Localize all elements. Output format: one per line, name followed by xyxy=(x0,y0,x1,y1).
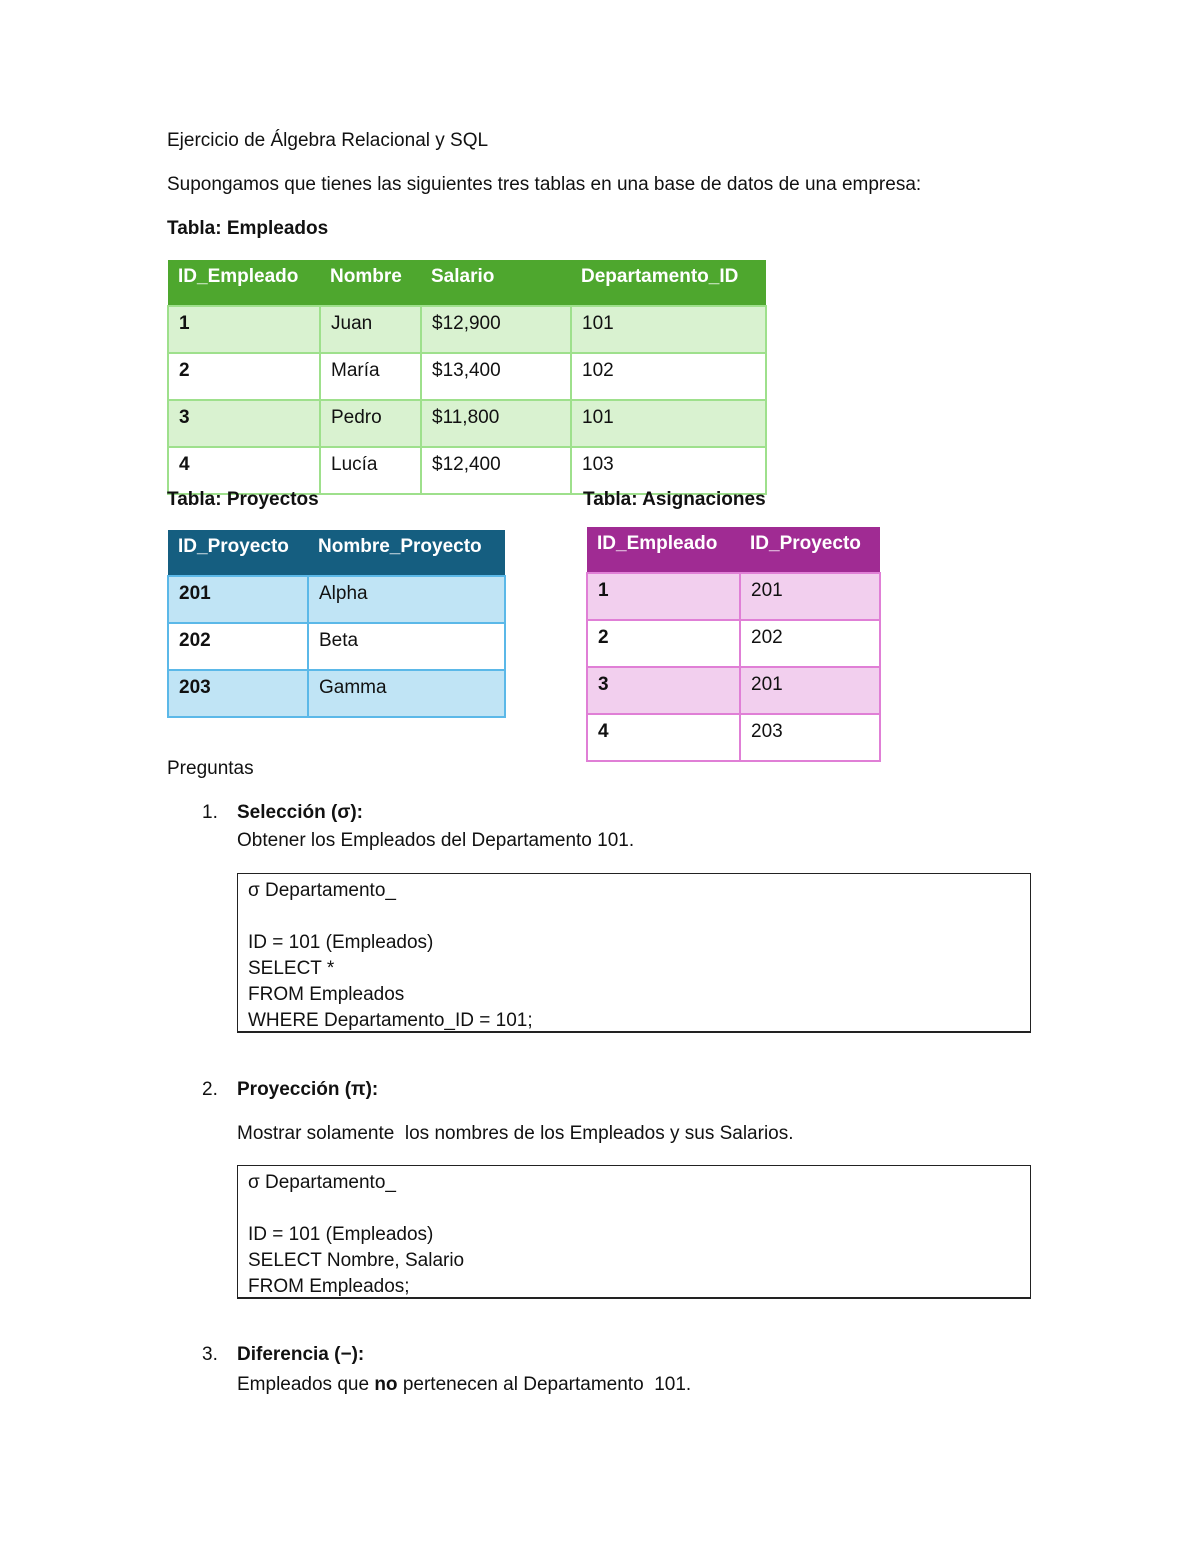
empleados-caption: Tabla: Empleados xyxy=(167,218,329,239)
proyectos-caption: Tabla: Proyectos xyxy=(167,489,319,510)
code-line: WHERE Departamento_ID = 101; xyxy=(248,1010,533,1031)
table-cell: 4 xyxy=(168,447,320,494)
table-cell: Gamma xyxy=(308,670,505,717)
table-cell: 2 xyxy=(587,620,740,667)
table-row xyxy=(168,400,766,447)
code-line: ID = 101 (Empleados) xyxy=(248,932,434,953)
table-cell: Lucía xyxy=(320,447,421,494)
table-cell: 2 xyxy=(168,353,320,400)
header-cell: Salario xyxy=(421,260,571,306)
preguntas-heading: Preguntas xyxy=(167,758,254,779)
table-cell: 103 xyxy=(571,447,766,494)
empleados-table xyxy=(167,260,767,495)
table-row xyxy=(168,306,766,353)
table-cell: 203 xyxy=(740,714,880,761)
table-header-row xyxy=(168,260,766,306)
code-box xyxy=(237,1165,1031,1299)
table-cell: $12,900 xyxy=(421,306,571,353)
table-row xyxy=(587,573,880,620)
question-text xyxy=(237,1374,691,1396)
header-cell: ID_Empleado xyxy=(587,527,740,573)
table-cell: 101 xyxy=(571,306,766,353)
intro-text: Supongamos que tienes las siguientes tres tablas en una base de datos de una empresa: xyxy=(167,174,922,195)
table-cell: $13,400 xyxy=(421,353,571,400)
question-title: Selección (σ): xyxy=(237,802,363,823)
question-text: Obtener los Empleados del Departamento 101. xyxy=(237,830,635,851)
table-cell: 201 xyxy=(740,573,880,620)
table-row xyxy=(587,714,880,761)
asignaciones-caption: Tabla: Asignaciones xyxy=(583,489,766,510)
question-number: 1. xyxy=(202,802,218,823)
code-box xyxy=(237,873,1031,1033)
question-text: Mostrar solamente los nombres de los Empleados y sus Salarios. xyxy=(237,1123,794,1144)
header-cell: Departamento_ID xyxy=(571,260,766,306)
table-cell: 3 xyxy=(587,667,740,714)
code-line xyxy=(248,1196,1020,1222)
table-cell: $12,400 xyxy=(421,447,571,494)
question-number: 2. xyxy=(202,1079,218,1100)
code-line: σ Departamento_ xyxy=(248,880,396,901)
code-line: ID = 101 (Empleados) xyxy=(248,1224,434,1245)
table-row xyxy=(587,667,880,714)
code-line xyxy=(248,904,1020,930)
table-cell: María xyxy=(320,353,421,400)
text-part: pertenecen al Departamento 101. xyxy=(397,1374,692,1395)
table-row xyxy=(587,620,880,667)
code-line: SELECT * xyxy=(248,958,335,979)
header-cell: Nombre xyxy=(320,260,421,306)
table-cell: 3 xyxy=(168,400,320,447)
table-cell: Beta xyxy=(308,623,505,670)
code-line: FROM Empleados; xyxy=(248,1276,410,1297)
code-line: FROM Empleados xyxy=(248,984,405,1005)
table-header-row xyxy=(587,527,880,573)
table-cell: Juan xyxy=(320,306,421,353)
table-row xyxy=(168,353,766,400)
asignaciones-table xyxy=(586,527,881,762)
table-cell: 1 xyxy=(587,573,740,620)
text-part: Empleados que xyxy=(237,1374,375,1395)
table-cell: 203 xyxy=(168,670,308,717)
header-cell: Nombre_Proyecto xyxy=(308,530,505,576)
question-title: Diferencia (−): xyxy=(237,1344,365,1365)
text-bold: no xyxy=(374,1374,398,1395)
table-cell: 201 xyxy=(740,667,880,714)
table-cell: Alpha xyxy=(308,576,505,623)
table-cell: 101 xyxy=(571,400,766,447)
code-line: σ Departamento_ xyxy=(248,1172,396,1193)
table-cell: Pedro xyxy=(320,400,421,447)
table-cell: 201 xyxy=(168,576,308,623)
table-header-row xyxy=(168,530,505,576)
table-row xyxy=(168,447,766,494)
table-cell: 202 xyxy=(168,623,308,670)
question-title: Proyección (π): xyxy=(237,1079,379,1100)
table-row xyxy=(168,670,505,717)
table-cell: 1 xyxy=(168,306,320,353)
document-title: Ejercicio de Álgebra Relacional y SQL xyxy=(167,130,489,151)
proyectos-table xyxy=(167,530,506,718)
question-number: 3. xyxy=(202,1344,218,1365)
table-cell: 4 xyxy=(587,714,740,761)
header-cell: ID_Empleado xyxy=(168,260,320,306)
table-cell: 202 xyxy=(740,620,880,667)
table-row xyxy=(168,576,505,623)
table-cell: 102 xyxy=(571,353,766,400)
code-line: SELECT Nombre, Salario xyxy=(248,1250,465,1271)
header-cell: ID_Proyecto xyxy=(168,530,308,576)
table-row xyxy=(168,623,505,670)
table-cell: $11,800 xyxy=(421,400,571,447)
header-cell: ID_Proyecto xyxy=(740,527,880,573)
